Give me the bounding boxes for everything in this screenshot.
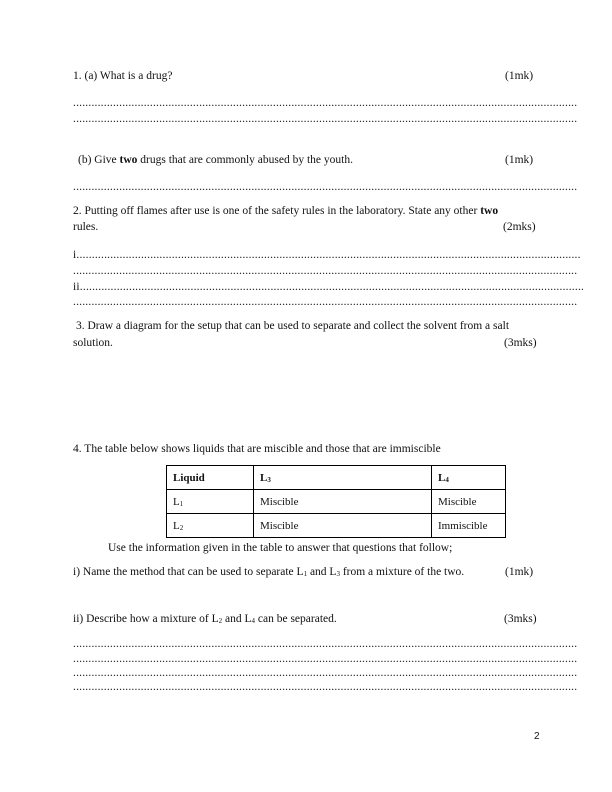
table-cell: Miscible (254, 490, 432, 514)
q4i-marks: (1mk) (505, 566, 534, 578)
answer-line[interactable]: .................................................................................................................................................................... (73, 181, 578, 193)
answer-line[interactable]: .................................................................................................................................................................... (73, 667, 578, 679)
q1b-text: (b) Give two drugs that are commonly abused by the youth. (78, 154, 353, 166)
answer-line[interactable]: .................................................................................................................................................................... (73, 97, 578, 109)
table-cell: Miscible (432, 490, 506, 514)
q4ii-text: ii) Describe how a mixture of $L_2$ and $L_4$ can be separated. (73, 613, 337, 625)
q3-text: 3. Draw a diagram for the setup that can be used to separate and collect the solvent from a salt (76, 320, 510, 332)
table-header-row (167, 466, 506, 490)
answer-line[interactable]: .................................................................................................................................................................... (73, 653, 578, 665)
table-row (167, 514, 506, 538)
table-header: $L_3$ (254, 466, 432, 490)
q1a-text: 1. (a) What is a drug? (73, 70, 173, 82)
answer-line-ii[interactable]: ii.................................................................................................................................................................... (73, 281, 585, 293)
q2-text-2: rules. (73, 221, 99, 233)
answer-line[interactable]: .................................................................................................................................................................... (73, 296, 578, 308)
table-header: $L_4$ (432, 466, 506, 490)
answer-line[interactable]: .................................................................................................................................................................... (73, 113, 578, 125)
page-number: 2 (534, 731, 540, 742)
answer-line-i[interactable]: i.................................................................................................................................................................... (73, 249, 581, 261)
table-cell: Immiscible (432, 514, 506, 538)
table-cell: $L_1$ (167, 490, 254, 514)
table-cell: $L_2$ (167, 514, 254, 538)
answer-line[interactable]: .................................................................................................................................................................... (73, 265, 578, 277)
q4-intro: 4. The table below shows liquids that are miscible and those that are immiscible (73, 443, 441, 455)
table-header: Liquid (167, 466, 254, 490)
table-cell: Miscible (254, 514, 432, 538)
q4ii-marks: (3mks) (504, 613, 537, 625)
q1a-marks: (1mk) (505, 70, 534, 82)
q2-marks: (2mks) (503, 221, 536, 233)
answer-line[interactable]: .................................................................................................................................................................... (73, 681, 578, 693)
q1b-marks: (1mk) (505, 154, 534, 166)
q3-text-2: solution. (73, 337, 113, 349)
answer-line[interactable]: .................................................................................................................................................................... (73, 638, 578, 650)
miscibility-table (166, 465, 506, 538)
q2-text: 2. Putting off flames after use is one of the safety rules in the laboratory. State any other two (73, 205, 499, 217)
q3-marks: (3mks) (504, 337, 537, 349)
q4-instruction: Use the information given in the table to answer that questions that follow; (108, 542, 453, 554)
table-row (167, 490, 506, 514)
q4i-text: i) Name the method that can be used to separate $L_1$ and $L_3$ from a mixture of the two. (73, 566, 465, 578)
